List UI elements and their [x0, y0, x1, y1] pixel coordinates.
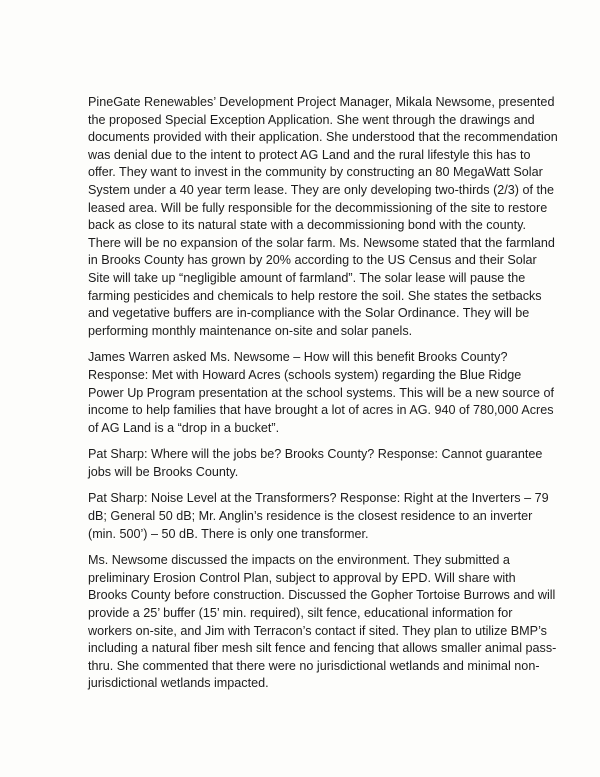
paragraph-presentation: PineGate Renewables’ Development Project Manager, Mikala Newsome, presented the proposed Special Exception Application. She went through the drawings and documents provided with their application. She understood that the recommendation was denial due to the intent to protect AG Land and the rural lifestyle this has to offer. They want to invest in the community by constructing an 80 MegaWatt Solar System under a 40 year term lease. They are only developing two-thirds (2/3) of the leased area. Will be fully responsible for the decommissioning of the site to restore back as close to its natural state with a decommissioning bond with the county. There will be no expansion of the solar farm. Ms. Newsome stated that the farmland in Brooks County has grown by 20% according to the US Census and their Solar Site will take up “negligible amount of farmland”. The solar lease will pause the farming pesticides and chemicals to help restore the soil. She states the setbacks and vegetative buffers are in-compliance with the Solar Ordinance. They will be performing monthly maintenance on-site and solar panels.: [88, 95, 558, 338]
paragraph-environment: Ms. Newsome discussed the impacts on the environment. They submitted a preliminary Erosion Control Plan, subject to approval by EPD. Will share with Brooks County before construction. Discussed the Gopher Tortoise Burrows and will provide a 25’ buffer (15’ min. required), silt fence, educational information for workers on-site, and Jim with Terracon’s contact if sited. They plan to utilize BMP’s including a natural fiber mesh silt fence and fencing that allows smaller animal pass-thru. She commented that there were no jurisdictional wetlands and minimal non-jurisdictional wetlands impacted.: [88, 553, 557, 691]
document-body: [88, 94, 558, 702]
paragraph-benefit-question: James Warren asked Ms. Newsome – How will this benefit Brooks County? Response: Met with Howard Acres (schools system) regarding the Blue Ridge Power Up Program presentation at the school systems. This will be a new source of income to help families that have brought a lot of acres in AG. 940 of 780,000 Acres of AG Land is a “drop in a bucket”.: [88, 350, 554, 435]
paragraph-noise-question: Pat Sharp: Noise Level at the Transformers? Response: Right at the Inverters – 79 dB; General 50 dB; Mr. Anglin’s residence is the closest residence to an inverter (min. 500’) – 50 dB. There is only one transformer.: [88, 491, 549, 541]
paragraph-jobs-question: Pat Sharp: Where will the jobs be? Brooks County? Response: Cannot guarantee jobs will be Brooks County.: [88, 447, 543, 479]
